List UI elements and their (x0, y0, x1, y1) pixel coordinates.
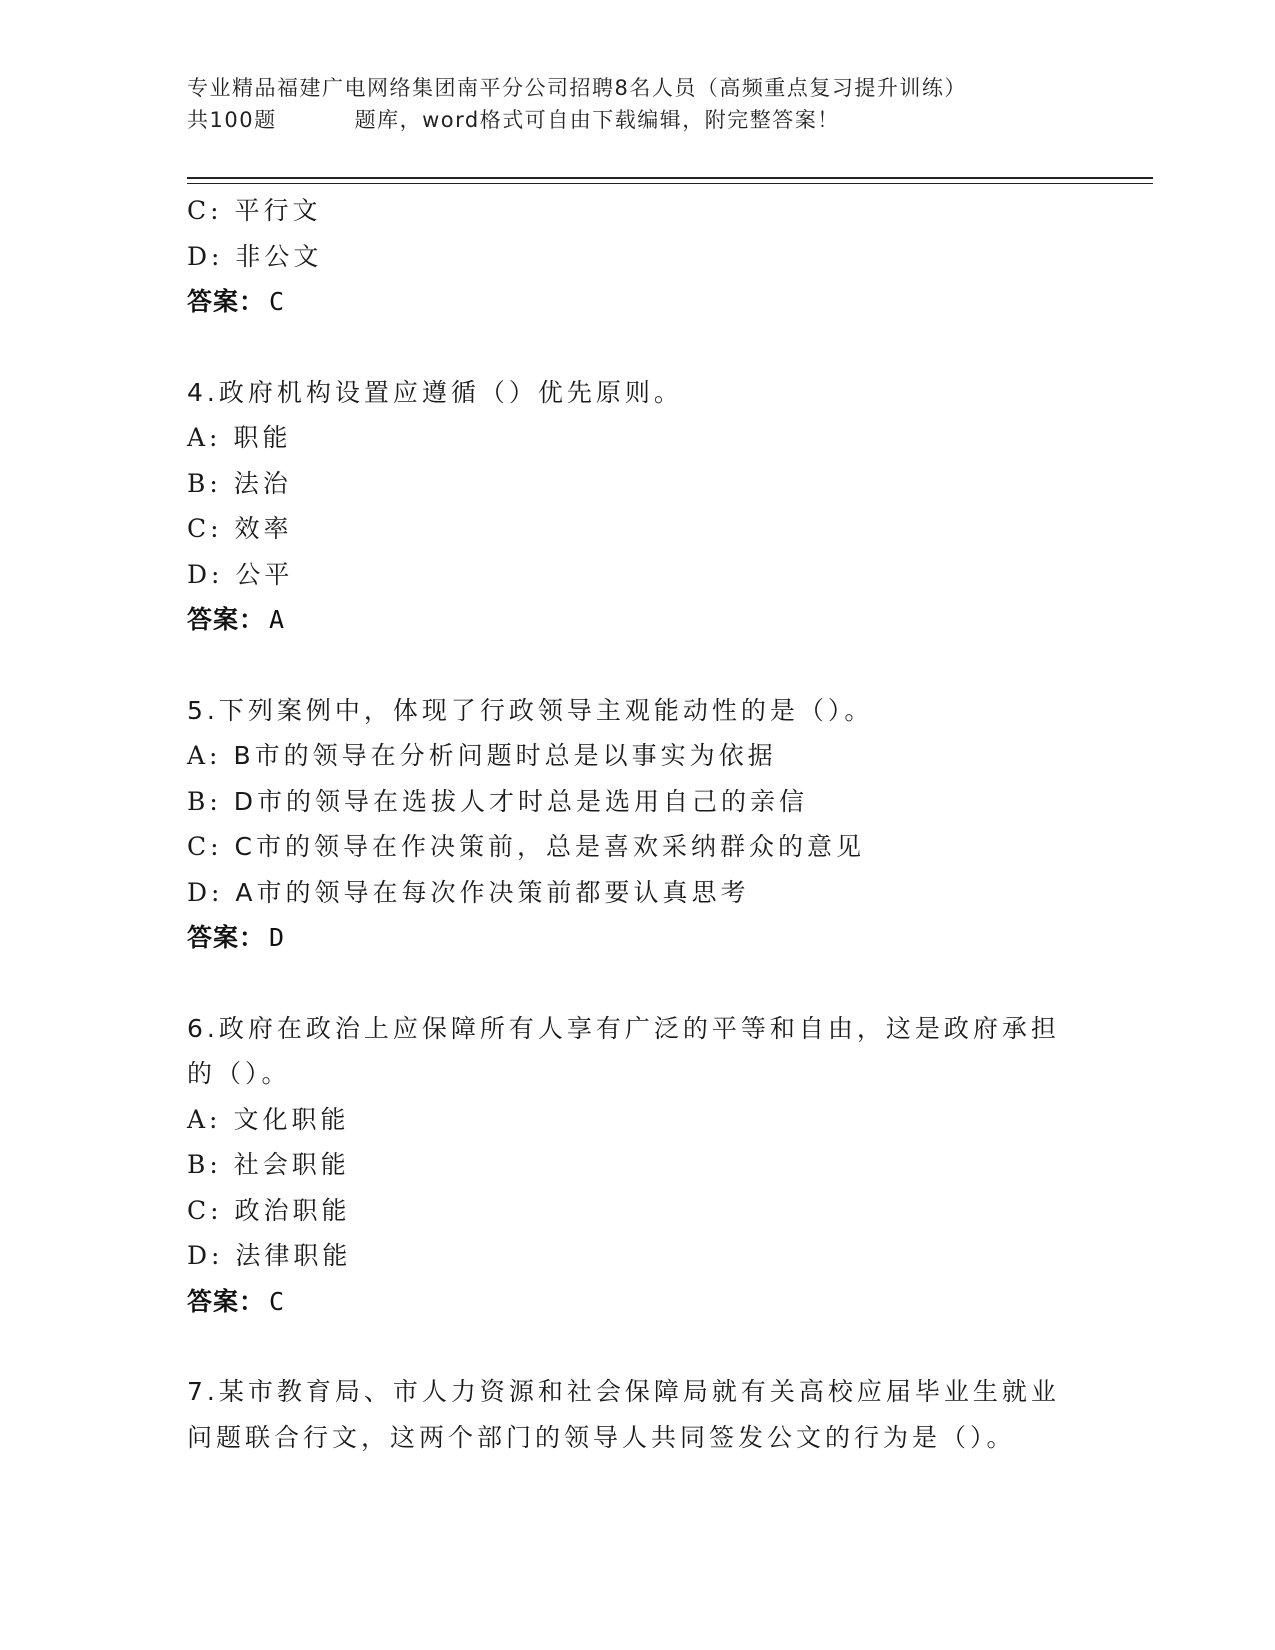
question-stem: 4.政府机构设置应遵循（）优先原则。 (187, 377, 683, 407)
header-subtitle-line (187, 104, 1147, 136)
question-stem: 6.政府在政治上应保障所有人享有广泛的平等和自由，这是政府承担 (187, 1013, 1060, 1043)
option-b (187, 461, 1147, 507)
question-stem-continued: 的（）。 (187, 1059, 291, 1088)
option-text: 职能 (233, 423, 292, 452)
option-text: A市的领导在每次作决策前都要认真思考 (235, 877, 750, 907)
option-text: B市的领导在分析问题时总是以事实为依据 (233, 741, 777, 770)
question-3-tail (187, 188, 1147, 325)
question-7 (187, 1369, 1147, 1460)
option-text: 非公文 (235, 241, 323, 271)
option-text: 法律职能 (235, 1241, 352, 1270)
answer-label: 答案： (187, 287, 266, 316)
option-c (187, 506, 1147, 552)
option-key: A: (187, 423, 222, 452)
answer-line (187, 279, 1147, 325)
question-stem: 7.某市教育局、市人力资源和社会保障局就有关高校应届毕业生就业 (187, 1377, 1060, 1406)
option-key: C: (187, 1195, 223, 1225)
answer-label: 答案： (187, 605, 266, 634)
option-key: D: (187, 877, 224, 907)
option-key: C: (187, 196, 223, 225)
option-text: D市的领导在选拔人才时总是选用自己的亲信 (233, 786, 809, 816)
option-text: C市的领导在作决策前，总是喜欢采纳群众的意见 (234, 832, 865, 861)
option-key: A: (187, 1104, 222, 1134)
option-text: 法治 (233, 468, 292, 498)
option-key: C: (187, 514, 223, 543)
option-d (187, 234, 1147, 280)
answer-value: A (269, 605, 286, 634)
option-text: 政治职能 (234, 1195, 351, 1225)
answer-label: 答案： (187, 1286, 266, 1316)
option-key: B: (187, 786, 222, 816)
option-d (187, 870, 1147, 916)
option-d (187, 552, 1147, 598)
answer-value: C (269, 287, 286, 316)
option-b (187, 1142, 1147, 1188)
option-a (187, 733, 1147, 779)
option-key: D: (187, 1241, 224, 1270)
question-6 (187, 1006, 1147, 1325)
option-text: 效率 (234, 514, 293, 543)
header-description: 题库，word格式可自由下载编辑，附完整答案！ (354, 108, 840, 132)
page-header (187, 72, 1147, 136)
option-b (187, 779, 1147, 825)
option-key: B: (187, 468, 222, 498)
question-stem: 5.下列案例中，体现了行政领导主观能动性的是（）。 (187, 695, 874, 725)
document-body (187, 188, 1147, 1460)
answer-value: C (269, 1286, 286, 1316)
option-c (187, 1188, 1147, 1234)
question-5 (187, 688, 1147, 961)
question-stem-continued: 问题联合行文，这两个部门的领导人共同签发公文的行为是（）。 (187, 1422, 1016, 1452)
option-text: 公平 (235, 559, 294, 589)
header-question-count: 共100题 (187, 108, 277, 132)
option-key: B: (187, 1150, 222, 1179)
answer-line (187, 915, 1147, 961)
option-text: 文化职能 (233, 1104, 350, 1134)
answer-label: 答案： (187, 923, 266, 952)
option-key: C: (187, 832, 223, 861)
header-divider (187, 177, 1153, 184)
option-a (187, 1097, 1147, 1143)
answer-line (187, 1279, 1147, 1325)
answer-value: D (269, 923, 286, 952)
option-d (187, 1233, 1147, 1279)
option-text: 社会职能 (233, 1150, 350, 1179)
option-key: A: (187, 741, 222, 770)
option-c (187, 824, 1147, 870)
option-text: 平行文 (234, 196, 322, 225)
option-a (187, 415, 1147, 461)
answer-line (187, 597, 1147, 643)
option-c (187, 188, 1147, 234)
option-key: D: (187, 241, 224, 271)
option-key: D: (187, 559, 224, 589)
header-title-line: 专业精品福建广电网络集团南平分公司招聘8名人员（高频重点复习提升训练） (187, 76, 967, 100)
question-4 (187, 370, 1147, 643)
